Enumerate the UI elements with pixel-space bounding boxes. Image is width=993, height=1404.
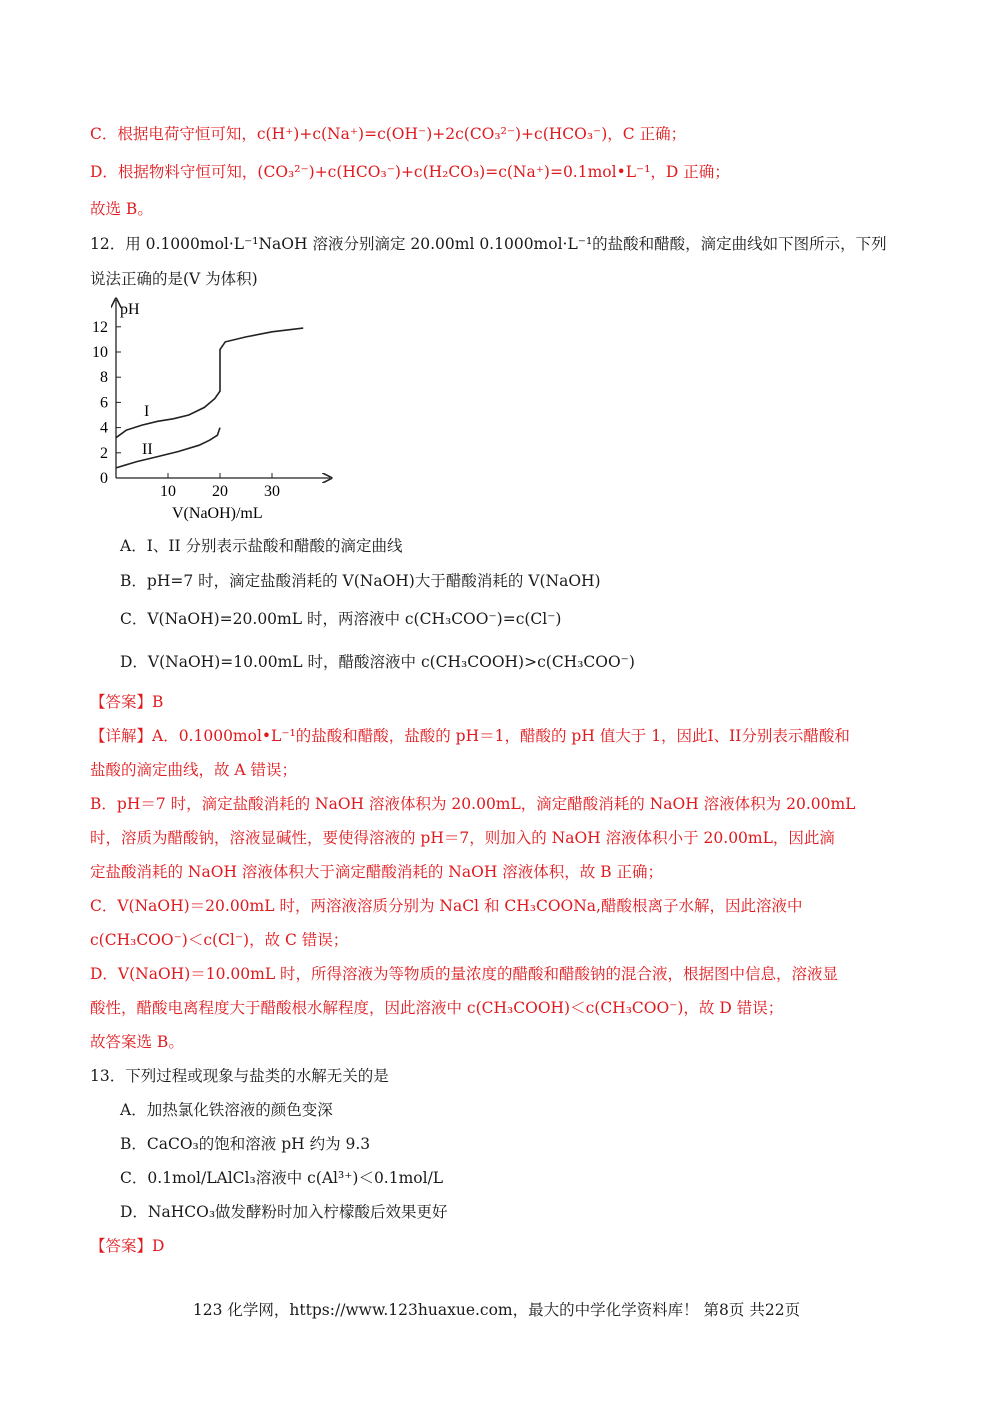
- explanation-line: 故答案选 B。: [90, 1033, 184, 1051]
- explanation-line: 盐酸的滴定曲线，故 A 错误；: [90, 761, 298, 779]
- explanation-line: c(CH₃COO⁻)＜c(Cl⁻)，故 C 错误；: [90, 931, 349, 949]
- y-tick-label: 10: [92, 344, 108, 361]
- option-b: B．pH=7 时，滴定盐酸消耗的 V(NaOH)大于醋酸消耗的 V(NaOH): [120, 572, 601, 590]
- x-tick-label: 30: [264, 483, 280, 500]
- option-c: C．V(NaOH)=20.00mL 时，两溶液中 c(CH₃COO⁻)=c(Cl⁻): [120, 610, 562, 628]
- page-footer: 123 化学网，https://www.123huaxue.com，最大的中学化学资料库！ 第8页 共22页: [192, 1301, 801, 1319]
- y-tick-label: 6: [100, 394, 108, 412]
- x-tick-label: 20: [212, 483, 228, 500]
- explanation-line: 【详解】A．0.1000mol•L⁻¹的盐酸和醋酸，盐酸的 pH＝1，醋酸的 pH 值大于 1，因此I、II分别表示醋酸和: [90, 727, 850, 745]
- y-tick-label: 0: [100, 470, 108, 487]
- text-line: C．根据电荷守恒可知，c(H⁺)+c(Na⁺)=c(OH⁻)+2c(CO₃²⁻)+c(HCO₃⁻)，C 正确；: [90, 125, 687, 143]
- explanation-line: C．V(NaOH)＝20.00mL 时，两溶液溶质分别为 NaCl 和 CH₃COONa,醋酸根离子水解，因此溶液中: [90, 897, 803, 915]
- text-line: 故选 B。: [90, 200, 153, 218]
- curve-label-I: I: [144, 403, 150, 420]
- y-tick-label: 12: [92, 318, 108, 336]
- curve-I: [116, 328, 303, 438]
- y-tick-label: 4: [100, 419, 108, 437]
- explanation-line: 定盐酸消耗的 NaOH 溶液体积大于滴定醋酸消耗的 NaOH 溶液体积，故 B 正确；: [90, 863, 664, 881]
- option-a: A．I、II 分别表示盐酸和醋酸的滴定曲线: [120, 537, 403, 555]
- option-c: C．0.1mol/LAlCl₃溶液中 c(Al³⁺)＜0.1mol/L: [120, 1169, 444, 1187]
- question-13-stem: 13．下列过程或现象与盐类的水解无关的是: [90, 1067, 389, 1085]
- option-a: A．加热氯化铁溶液的颜色变深: [120, 1101, 333, 1119]
- answer-label: 【答案】D: [90, 1237, 165, 1255]
- text-line: D．根据物料守恒可知，(CO₃²⁻)+c(HCO₃⁻)+c(H₂CO₃)=c(Na⁺)=0.1mol•L⁻¹，D 正确；: [90, 163, 730, 181]
- x-tick-label: 10: [160, 483, 176, 500]
- explanation-line: D．V(NaOH)＝10.00mL 时，所得溶液为等物质的量浓度的醋酸和醋酸钠的混合液，根据图中信息，溶液显: [90, 965, 839, 983]
- y-tick-label: 2: [100, 444, 108, 462]
- question-12-stem: 12．用 0.1000mol·L⁻¹NaOH 溶液分别滴定 20.00ml 0.1000mol·L⁻¹的盐酸和醋酸，滴定曲线如下图所示，下列: [90, 235, 887, 253]
- option-d: D．NaHCO₃做发酵粉时加入柠檬酸后效果更好: [120, 1203, 448, 1221]
- explanation-line: 时，溶质为醋酸钠，溶液显碱性，要使得溶液的 pH＝7，则加入的 NaOH 溶液体积小于 20.00mL，因此滴: [90, 829, 835, 847]
- curve-II: [116, 428, 220, 468]
- explanation-line: B．pH＝7 时，滴定盐酸消耗的 NaOH 溶液体积为 20.00mL，滴定醋酸消耗的 NaOH 溶液体积为 20.00mL: [90, 795, 856, 813]
- titration-curve-chart: [80, 294, 360, 526]
- x-axis-label: V(NaOH)/mL: [172, 505, 263, 522]
- option-d: D．V(NaOH)=10.00mL 时，醋酸溶液中 c(CH₃COOH)>c(CH₃COO⁻): [120, 653, 635, 671]
- y-tick-label: 8: [100, 369, 108, 387]
- curve-label-II: II: [142, 441, 153, 458]
- question-12-stem-cont: 说法正确的是(V 为体积): [90, 270, 258, 288]
- explanation-line: 酸性，醋酸电离程度大于醋酸根水解程度，因此溶液中 c(CH₃COOH)＜c(CH₃COO⁻)，故 D 错误；: [90, 999, 784, 1017]
- answer-label: 【答案】B: [90, 693, 164, 711]
- option-b: B．CaCO₃的饱和溶液 pH 约为 9.3: [120, 1135, 371, 1153]
- y-axis-label: pH: [120, 301, 140, 318]
